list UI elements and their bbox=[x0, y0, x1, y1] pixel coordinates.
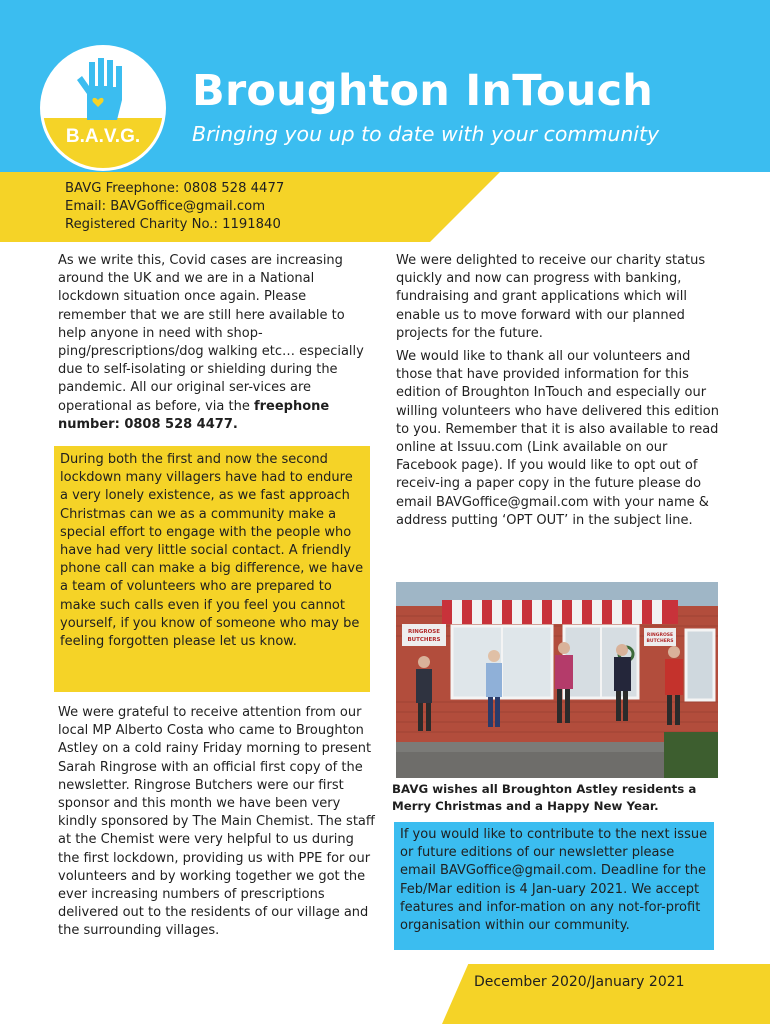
shopfront-illustration bbox=[396, 582, 718, 778]
bavg-logo bbox=[43, 48, 163, 168]
svg-text:BUTCHERS: BUTCHERS bbox=[407, 637, 441, 643]
mp-visit-article: We were grateful to receive attention from our local MP Alberto Costa who came to Broughton Astley on a cold rainy Friday morning to present Sarah Ringrose with an official first copy of the newsletter. Ringrose Butchers were our first sponsor and this month we have been very kindly sponsored by The Main Chemist. The staff at the Chemist were very helpful to us during the first lockdown, providing us with PPE for our volunteers and by working together we got the ever increasing numbers of prescriptions delivered out to the residents of our village and the surrounding villages. bbox=[58, 705, 375, 939]
svg-text:BUTCHERS: BUTCHERS bbox=[646, 639, 674, 644]
ringrose-butchers-photo bbox=[396, 582, 718, 778]
photo-caption: BAVG wishes all Broughton Astley residents a Merry Christmas and a Happy New Year. bbox=[392, 782, 697, 813]
contribute-text: If you would like to contribute to the next issue or future editions of our newsletter please email BAVGoffice@gmail.com. Deadline for the Feb/Mar edition is 4 Jan-uary 2021. We accept features and infor-mation on any not-for-profit organisation within our community. bbox=[400, 827, 708, 934]
raised-hand-icon bbox=[73, 56, 133, 122]
photo-sign-right: RINGROSE bbox=[646, 633, 674, 638]
lonely-villagers-text: During both the first and now the second lockdown many villagers have had to endure a very lonely existence, as we fast approach Christmas can we as a community make a special effort to engage with the people who have had very little social contact. A friendly phone call can make a big difference, we have a team of volunteers who are prepared to make such calls even if you feel you cannot yourself, if you know of someone who may be feeling forgotten please let us know. bbox=[60, 452, 364, 650]
logo-text: B.A.V.G. bbox=[65, 126, 141, 147]
charity-status-article: We were delighted to receive our charity status quickly and now can progress with banking, fundraising and grant applications which will enable us to move forward with our planned projects for the future. bbox=[396, 253, 706, 341]
covid-lockdown-article bbox=[58, 252, 376, 434]
volunteers-thanks-article: We would like to thank all our volunteers and those that have provided information for this edition of Broughton InTouch and especially our willing volunteers who have delivered this edition to you. Remember that it is also available to read online at Issuu.com (Link available on our Facebook page). If you would like to opt out of receiv-ing a paper copy in the future please do email BAVGoffice@gmail.com with your name & address putting ‘OPT OUT’ in the subject line. bbox=[396, 349, 719, 528]
covid-lockdown-text: As we write this, Covid cases are increasing around the UK and we are in a National lockdown situation once again. Please remember that we are still here available to help anyone in need with shop-ping/prescriptions/dog walking etc… especially due to self-isolating or shielding during the pandemic. All our original ser-vices are operational as before, via the bbox=[58, 253, 364, 414]
freephone-number-highlight: freephone number: 0808 528 4477. bbox=[58, 398, 330, 432]
freephone-line: BAVG Freephone: 0808 528 4477 bbox=[65, 181, 285, 196]
edition-date: December 2020/January 2021 bbox=[474, 974, 685, 990]
newsletter-title: Broughton InTouch bbox=[192, 66, 654, 116]
newsletter-tagline: Bringing you up to date with your community bbox=[192, 122, 660, 146]
footer-band bbox=[442, 964, 770, 1024]
contribute-callout bbox=[394, 822, 714, 950]
contact-block bbox=[65, 180, 284, 234]
photo-sign-left: RINGROSE bbox=[407, 629, 441, 635]
awning bbox=[442, 600, 678, 624]
email-line: Email: BAVGoffice@gmail.com bbox=[65, 199, 266, 214]
charity-number-line: Registered Charity No.: 1191840 bbox=[65, 217, 281, 232]
lonely-villagers-callout bbox=[54, 446, 370, 692]
